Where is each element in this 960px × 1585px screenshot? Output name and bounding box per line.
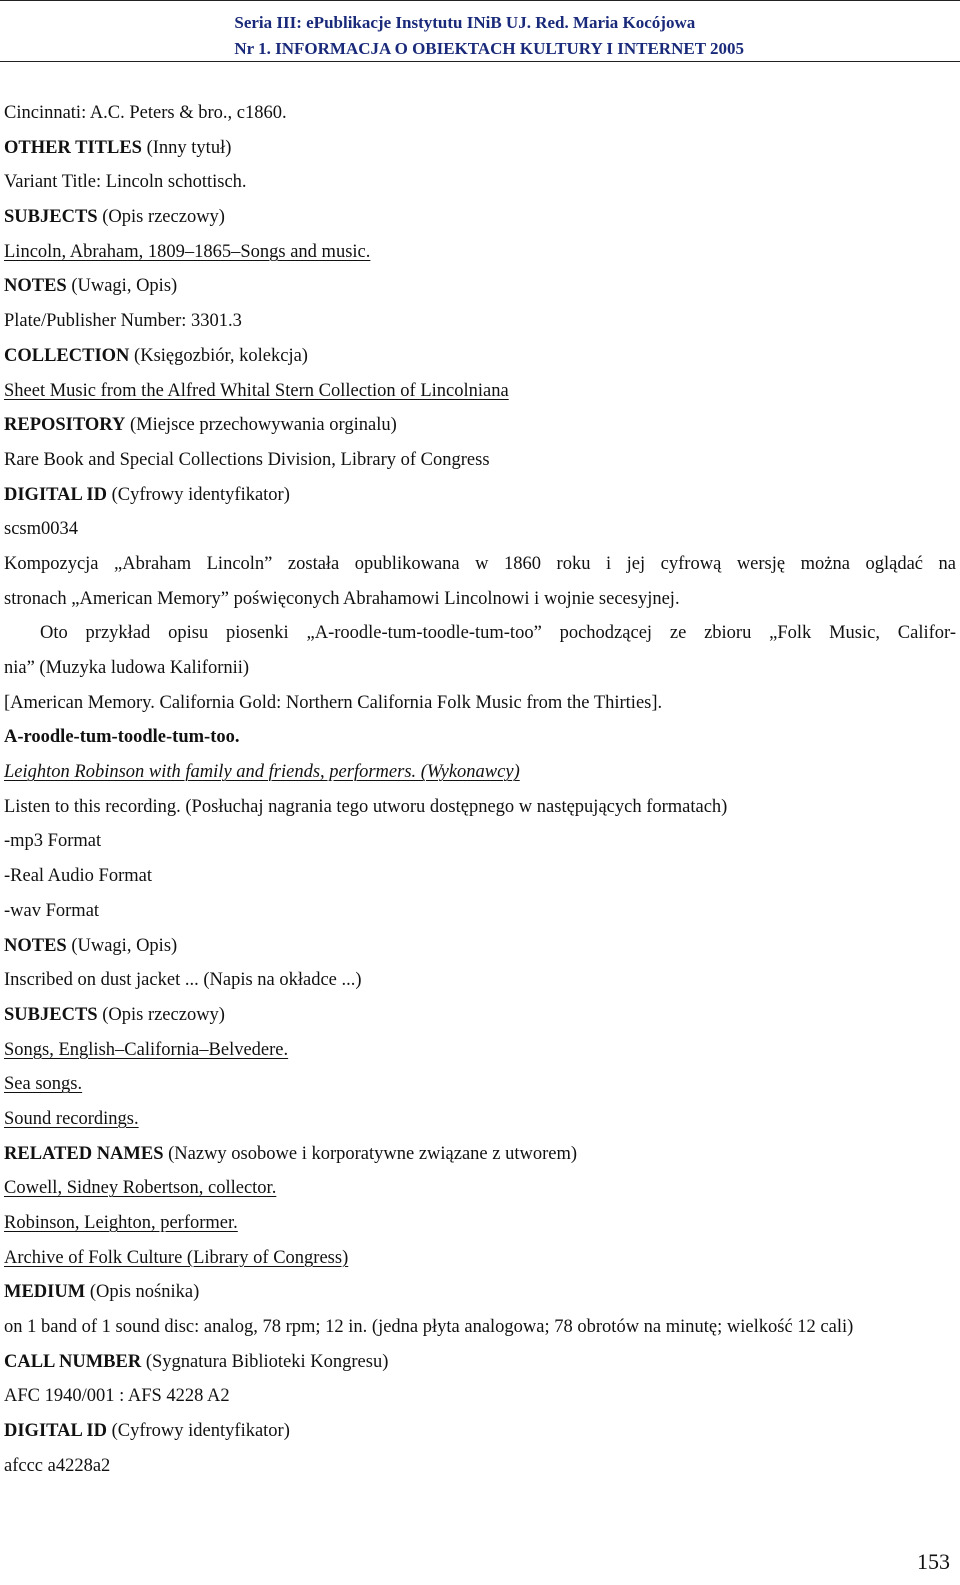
field-translation: (Miejsce przechowywania orginalu) bbox=[125, 415, 397, 436]
field-label: MEDIUM bbox=[4, 1282, 86, 1303]
notes-heading bbox=[4, 929, 956, 964]
plate-number: Plate/Publisher Number: 3301.3 bbox=[4, 311, 242, 332]
repository-heading bbox=[4, 408, 956, 443]
field-label: REPOSITORY bbox=[4, 415, 126, 436]
field-translation: (Nazwy osobowe i korporatywne związane z utworem) bbox=[163, 1143, 578, 1164]
field-translation: (Cyfrowy identyfikator) bbox=[106, 1421, 290, 1442]
field-label: COLLECTION bbox=[4, 345, 130, 366]
related-name-link[interactable]: Archive of Folk Culture (Library of Congress) bbox=[4, 1247, 349, 1268]
field-translation: (Opis rzeczowy) bbox=[97, 1004, 225, 1025]
notes-value: Inscribed on dust jacket ... (Napis na okładce ...) bbox=[4, 970, 362, 991]
source-line: [American Memory. California Gold: Northern California Folk Music from the Thirties]. bbox=[4, 692, 663, 713]
field-translation: (Księgozbiór, kolekcja) bbox=[129, 345, 308, 366]
publisher-line: Cincinnati: A.C. Peters & bro., c1860. bbox=[4, 103, 287, 123]
field-label: SUBJECTS bbox=[4, 207, 98, 228]
call-number-value: AFC 1940/001 : AFS 4228 A2 bbox=[4, 1386, 230, 1407]
field-label: SUBJECTS bbox=[4, 1004, 98, 1025]
field-translation: (Uwagi, Opis) bbox=[66, 276, 178, 297]
paragraph-line: Kompozycja „Abraham Lincoln” została opublikowana w 1860 roku i jej cyfrową wersję można oglądać na bbox=[4, 553, 956, 574]
field-translation: (Cyfrowy identyfikator) bbox=[106, 484, 290, 505]
digital-id-value: scsm0034 bbox=[4, 519, 78, 540]
subject-link[interactable]: Sea songs. bbox=[4, 1074, 83, 1095]
subjects-heading bbox=[4, 200, 956, 235]
field-translation: (Opis nośnika) bbox=[85, 1282, 200, 1303]
field-translation: (Inny tytuł) bbox=[141, 137, 232, 158]
collection-heading bbox=[4, 339, 956, 374]
song-title: A-roodle-tum-toodle-tum-too. bbox=[4, 727, 240, 748]
paragraph-line: Oto przykład opisu piosenki „A-roodle-tum-toodle-tum-too” pochodzącej ze zbioru „Folk Music, Califor- bbox=[40, 623, 956, 644]
field-label: CALL NUMBER bbox=[4, 1351, 142, 1372]
field-translation: (Sygnatura Biblioteki Kongresu) bbox=[141, 1351, 389, 1372]
notes-heading bbox=[4, 269, 956, 304]
digital-id-value: afccc a4228a2 bbox=[4, 1455, 111, 1476]
subject-link[interactable]: Sound recordings. bbox=[4, 1108, 139, 1129]
format-item-real-audio[interactable]: -Real Audio Format bbox=[4, 866, 152, 887]
field-label: DIGITAL ID bbox=[4, 484, 107, 505]
field-label: DIGITAL ID bbox=[4, 1421, 107, 1442]
collection-link[interactable]: Sheet Music from the Alfred Whital Stern Collection of Lincolniana bbox=[4, 380, 509, 401]
subject-link[interactable]: Lincoln, Abraham, 1809–1865–Songs and music. bbox=[4, 241, 371, 262]
performers-link[interactable]: Leighton Robinson with family and friends, performers. (Wykonawcy) bbox=[4, 762, 520, 783]
page-number: 153 bbox=[917, 1549, 950, 1574]
header-bottom-rule bbox=[0, 61, 960, 62]
other-titles-heading bbox=[4, 131, 956, 166]
medium-heading bbox=[4, 1275, 956, 1310]
document-body bbox=[4, 96, 956, 1484]
header-text bbox=[234, 10, 744, 62]
variant-title: Variant Title: Lincoln schottisch. bbox=[4, 172, 247, 193]
subjects-heading bbox=[4, 998, 956, 1033]
medium-value: on 1 band of 1 sound disc: analog, 78 rpm; 12 in. (jedna płyta analogowa; 78 obrotów na minutę; wielkość 12 cali) bbox=[4, 1317, 854, 1338]
field-translation: (Opis rzeczowy) bbox=[97, 207, 225, 228]
field-label: RELATED NAMES bbox=[4, 1143, 164, 1164]
related-names-heading bbox=[4, 1137, 956, 1172]
format-item-mp3[interactable]: -mp3 Format bbox=[4, 831, 102, 852]
page-header bbox=[0, 0, 960, 62]
repository-value: Rare Book and Special Collections Division, Library of Congress bbox=[4, 449, 490, 470]
related-name-link[interactable]: Cowell, Sidney Robertson, collector. bbox=[4, 1178, 277, 1199]
issue-title: Nr 1. INFORMACJA O OBIEKTACH KULTURY I INTERNET 2005 bbox=[234, 39, 744, 58]
digital-id-heading bbox=[4, 478, 956, 513]
related-name-link[interactable]: Robinson, Leighton, performer. bbox=[4, 1213, 238, 1233]
digital-id-heading bbox=[4, 1414, 956, 1449]
format-item-wav[interactable]: -wav Format bbox=[4, 900, 100, 921]
field-label: NOTES bbox=[4, 276, 67, 297]
paragraph-line: stronach „American Memory” poświęconych Abrahamowi Lincolnowi i wojnie secesyjnej. bbox=[4, 588, 680, 609]
header-top-rule bbox=[0, 0, 960, 1]
subject-link[interactable]: Songs, English–California–Belvedere. bbox=[4, 1039, 289, 1060]
series-title: Seria III: ePublikacje Instytutu INiB UJ. Red. Maria Kocójowa bbox=[234, 13, 696, 32]
field-label: OTHER TITLES bbox=[4, 137, 142, 158]
paragraph-line: nia” (Muzyka ludowa Kalifornii) bbox=[4, 658, 250, 678]
field-label: NOTES bbox=[4, 935, 67, 956]
call-number-heading bbox=[4, 1345, 956, 1380]
listen-line: Listen to this recording. (Posłuchaj nagrania tego utworu dostępnego w następujących formatach) bbox=[4, 796, 728, 817]
field-translation: (Uwagi, Opis) bbox=[66, 935, 178, 956]
